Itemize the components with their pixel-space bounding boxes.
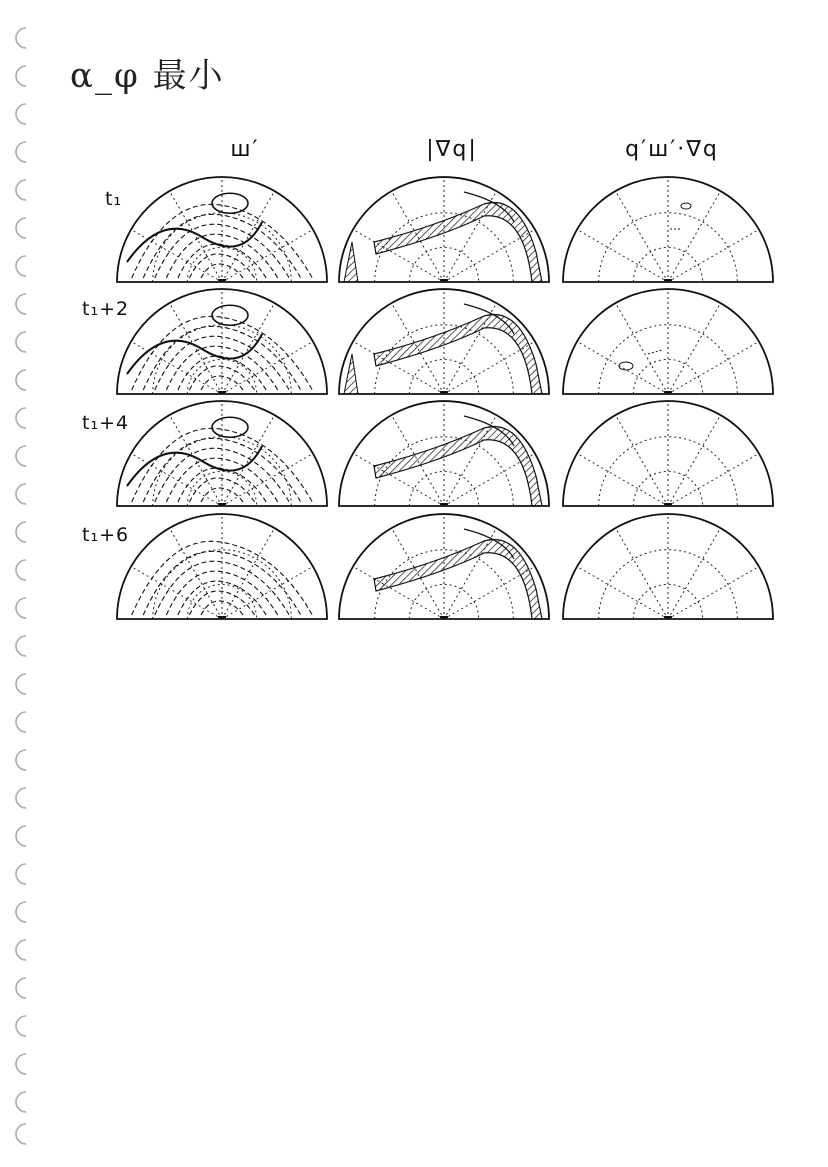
polar-panel-r2-c3 bbox=[563, 289, 773, 394]
polar-panel-r4-c3 bbox=[563, 514, 773, 619]
polar-panel-r3-c2 bbox=[339, 401, 549, 506]
row-label-t1-plus-4: t₁+4 bbox=[82, 412, 130, 434]
polar-panel-r1-c3 bbox=[563, 177, 773, 282]
polar-panel-r3-c1 bbox=[117, 401, 327, 506]
column-header-psi-prime: ш′ bbox=[230, 137, 260, 162]
column-header-flux: q′ш′·∇q bbox=[625, 137, 719, 162]
handwritten-title: α_φ 最小 bbox=[70, 56, 225, 96]
polar-panel-r2-c2 bbox=[339, 289, 549, 394]
polar-panel-r4-c2 bbox=[339, 514, 549, 619]
polar-panel-r3-c3 bbox=[563, 401, 773, 506]
polar-panel-r1-c2 bbox=[339, 177, 549, 282]
row-label-t1-plus-6: t₁+6 bbox=[82, 524, 130, 546]
row-label-t1: t₁ bbox=[105, 188, 123, 210]
column-header-grad-q: |∇q| bbox=[426, 137, 478, 162]
polar-panel-r4-c1 bbox=[117, 514, 327, 619]
polar-panel-r1-c1 bbox=[117, 177, 327, 282]
polar-panel-r2-c1 bbox=[117, 289, 327, 394]
row-label-t1-plus-2: t₁+2 bbox=[82, 298, 130, 320]
